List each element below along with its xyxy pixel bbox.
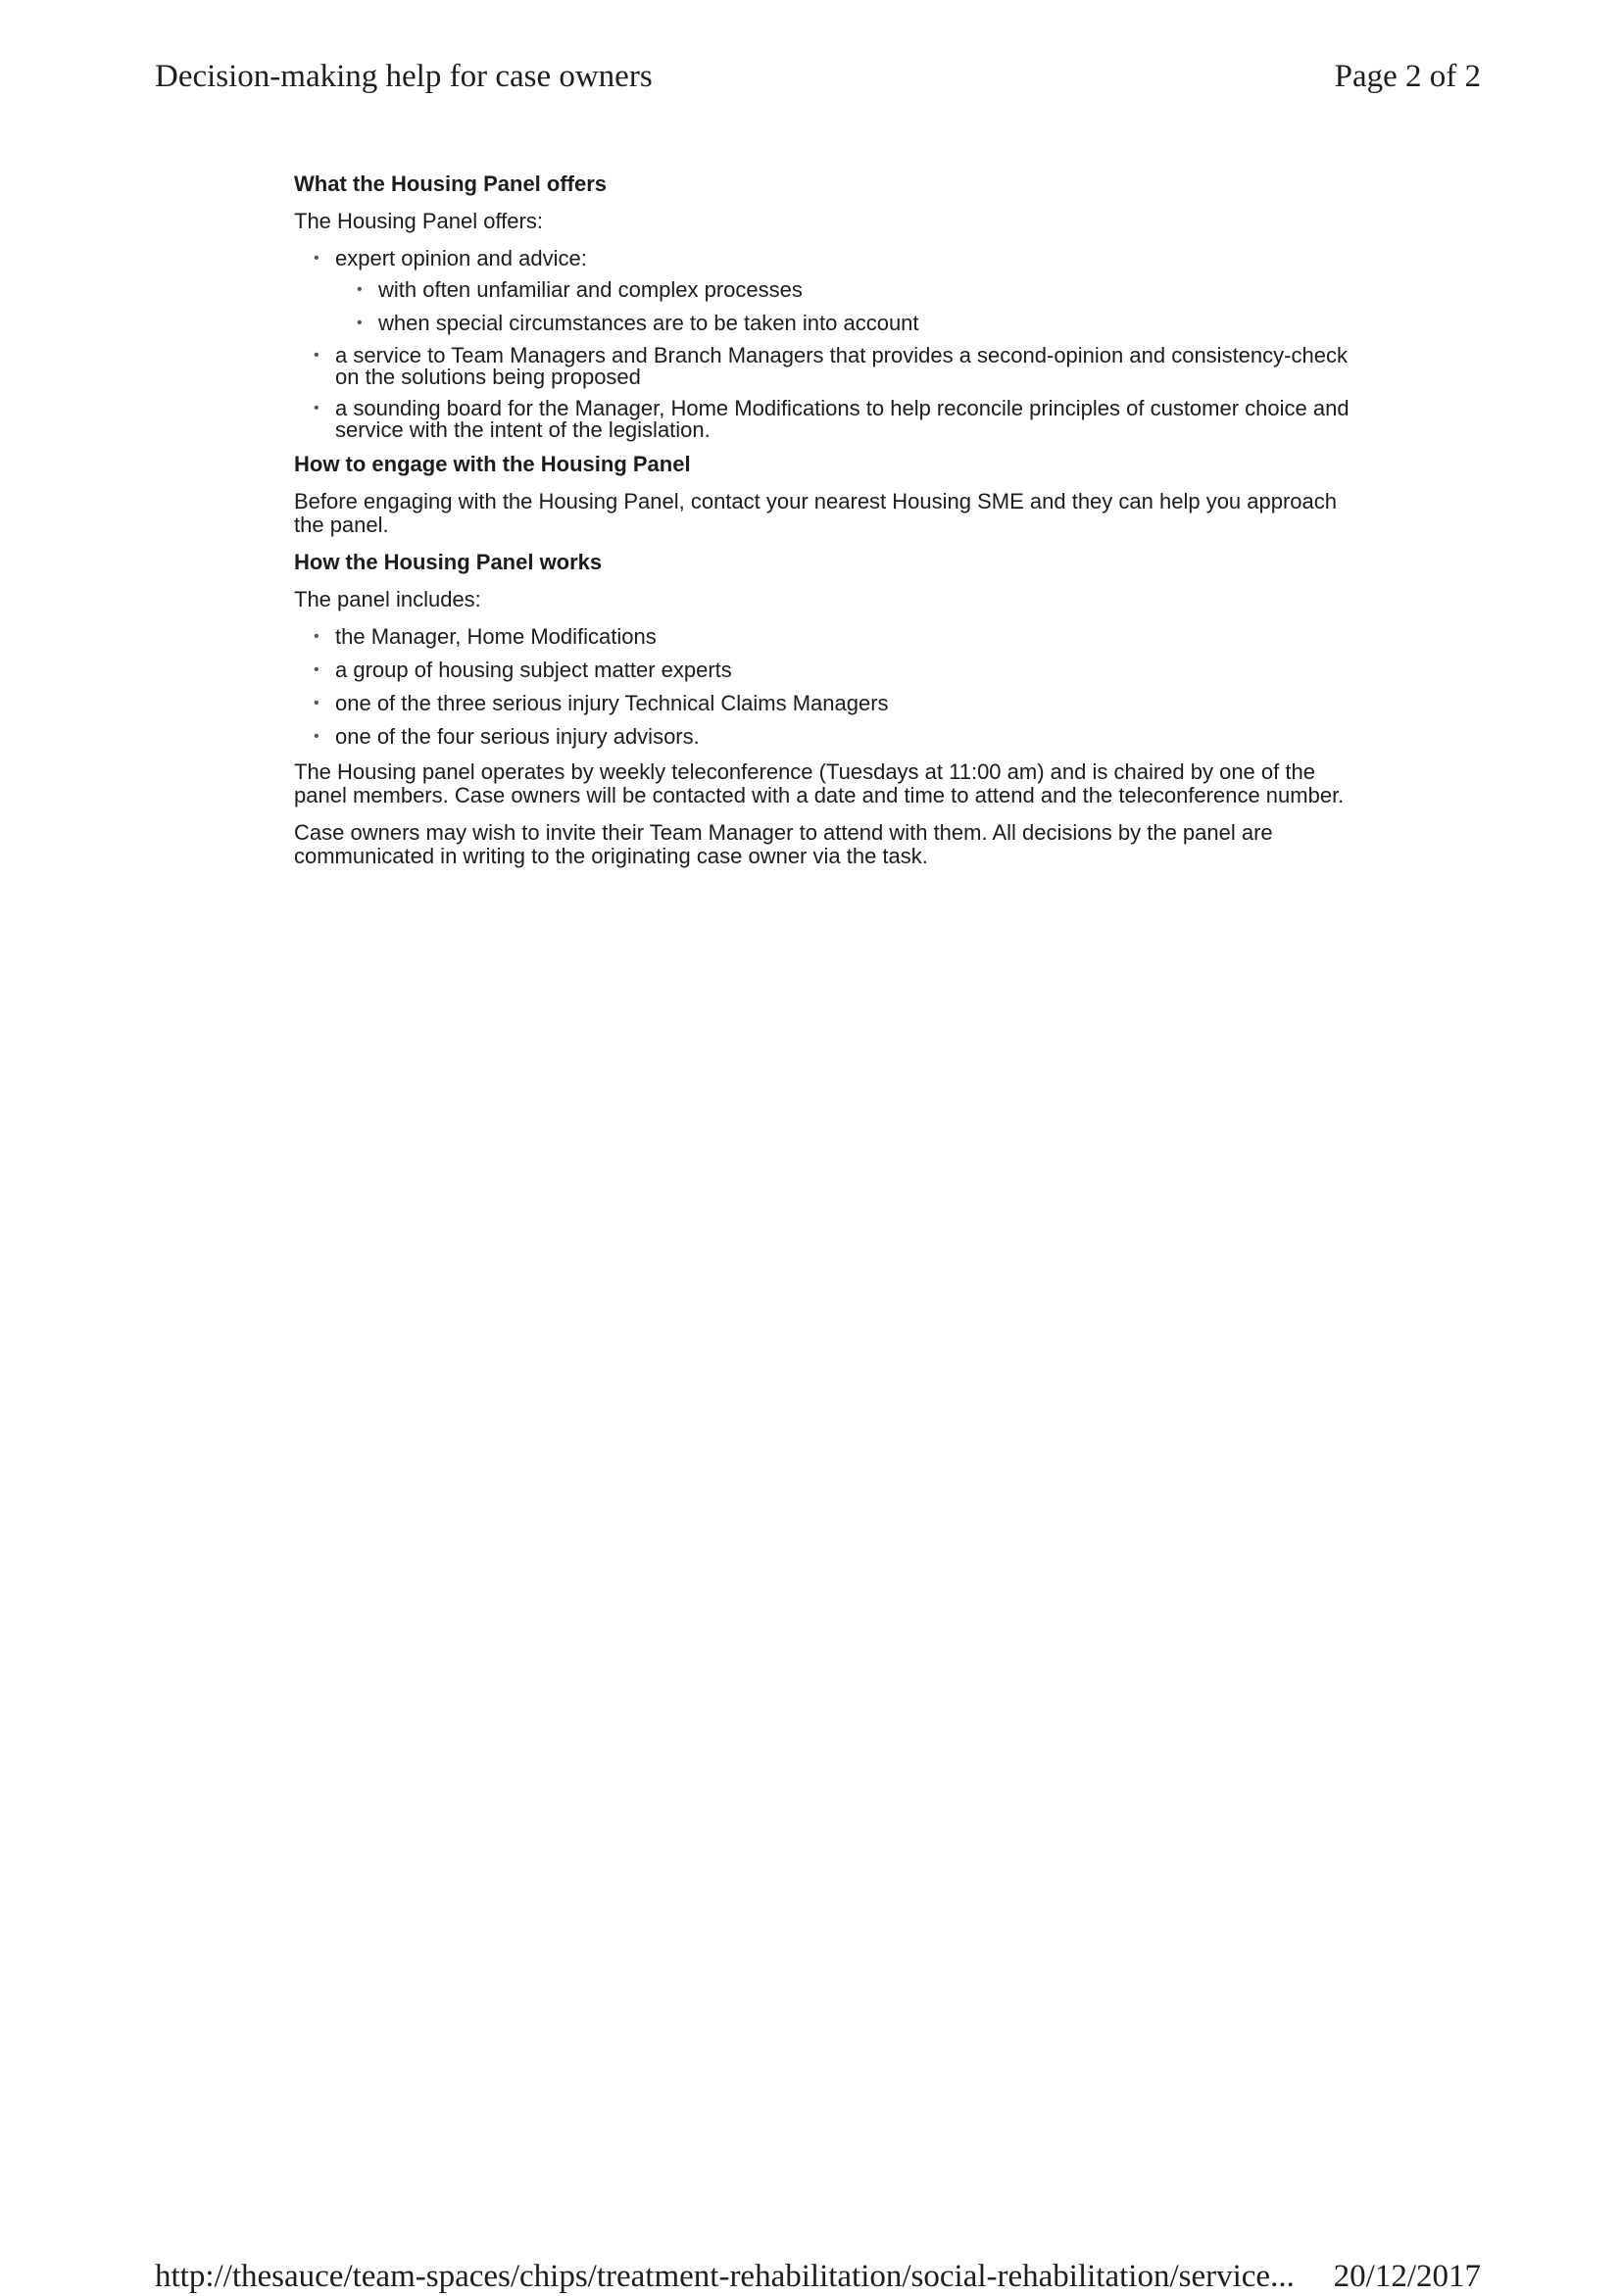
list-item: • one of the four serious injury advisors.: [333, 725, 1362, 749]
offers-item-sounding-board: • a sounding board for the Manager, Home Modifications to help reconcile principles of customer choice and service with the intent of the legislation.: [333, 398, 1362, 441]
document-body: [294, 172, 1362, 882]
list-item: • with often unfamiliar and complex processes: [376, 278, 1362, 302]
heading-how-panel-works: How the Housing Panel works: [294, 550, 603, 574]
offers-item-service: • a service to Team Managers and Branch Managers that provides a second-opinion and consistency-check on the solutions being proposed: [333, 345, 1362, 388]
operation-paragraph: The Housing panel operates by weekly teleconference (Tuesdays at 11:00 am) and is chaired by one of the panel members. Case owners will be contacted with a date and time to attend and the teleconference number.: [294, 759, 1345, 807]
list-item: • a group of housing subject matter experts: [333, 659, 1362, 682]
offers-intro: The Housing Panel offers:: [294, 209, 543, 233]
panel-members-list: [294, 625, 1362, 749]
page-indicator: Page 2 of 2: [1334, 59, 1481, 94]
expert-sublist: [335, 278, 1362, 335]
works-intro: The panel includes:: [294, 587, 481, 611]
offers-item-expert: expert opinion and advice:: [335, 246, 587, 270]
list-item: [333, 247, 1362, 335]
list-item: • one of the three serious injury Technical Claims Managers: [333, 692, 1362, 715]
print-header: [0, 0, 1620, 118]
print-footer: [0, 2249, 1620, 2294]
source-url: http://thesauce/team-spaces/chips/treatment-rehabilitation/social-rehabilitation/service...: [155, 2259, 1295, 2294]
document-title: Decision-making help for case owners: [155, 59, 653, 94]
engage-paragraph: Before engaging with the Housing Panel, contact your nearest Housing SME and they can help you approach the panel.: [294, 489, 1338, 537]
list-item: • the Manager, Home Modifications: [333, 625, 1362, 649]
decisions-paragraph: Case owners may wish to invite their Team Manager to attend with them. All decisions by the panel are communicated in writing to the originating case owner via the task.: [294, 820, 1273, 868]
heading-how-to-engage: How to engage with the Housing Panel: [294, 452, 691, 476]
heading-what-panel-offers: What the Housing Panel offers: [294, 171, 608, 196]
list-item: • when special circumstances are to be taken into account: [376, 312, 1362, 335]
print-date: 20/12/2017: [1333, 2259, 1481, 2294]
offers-list: [294, 247, 1362, 441]
